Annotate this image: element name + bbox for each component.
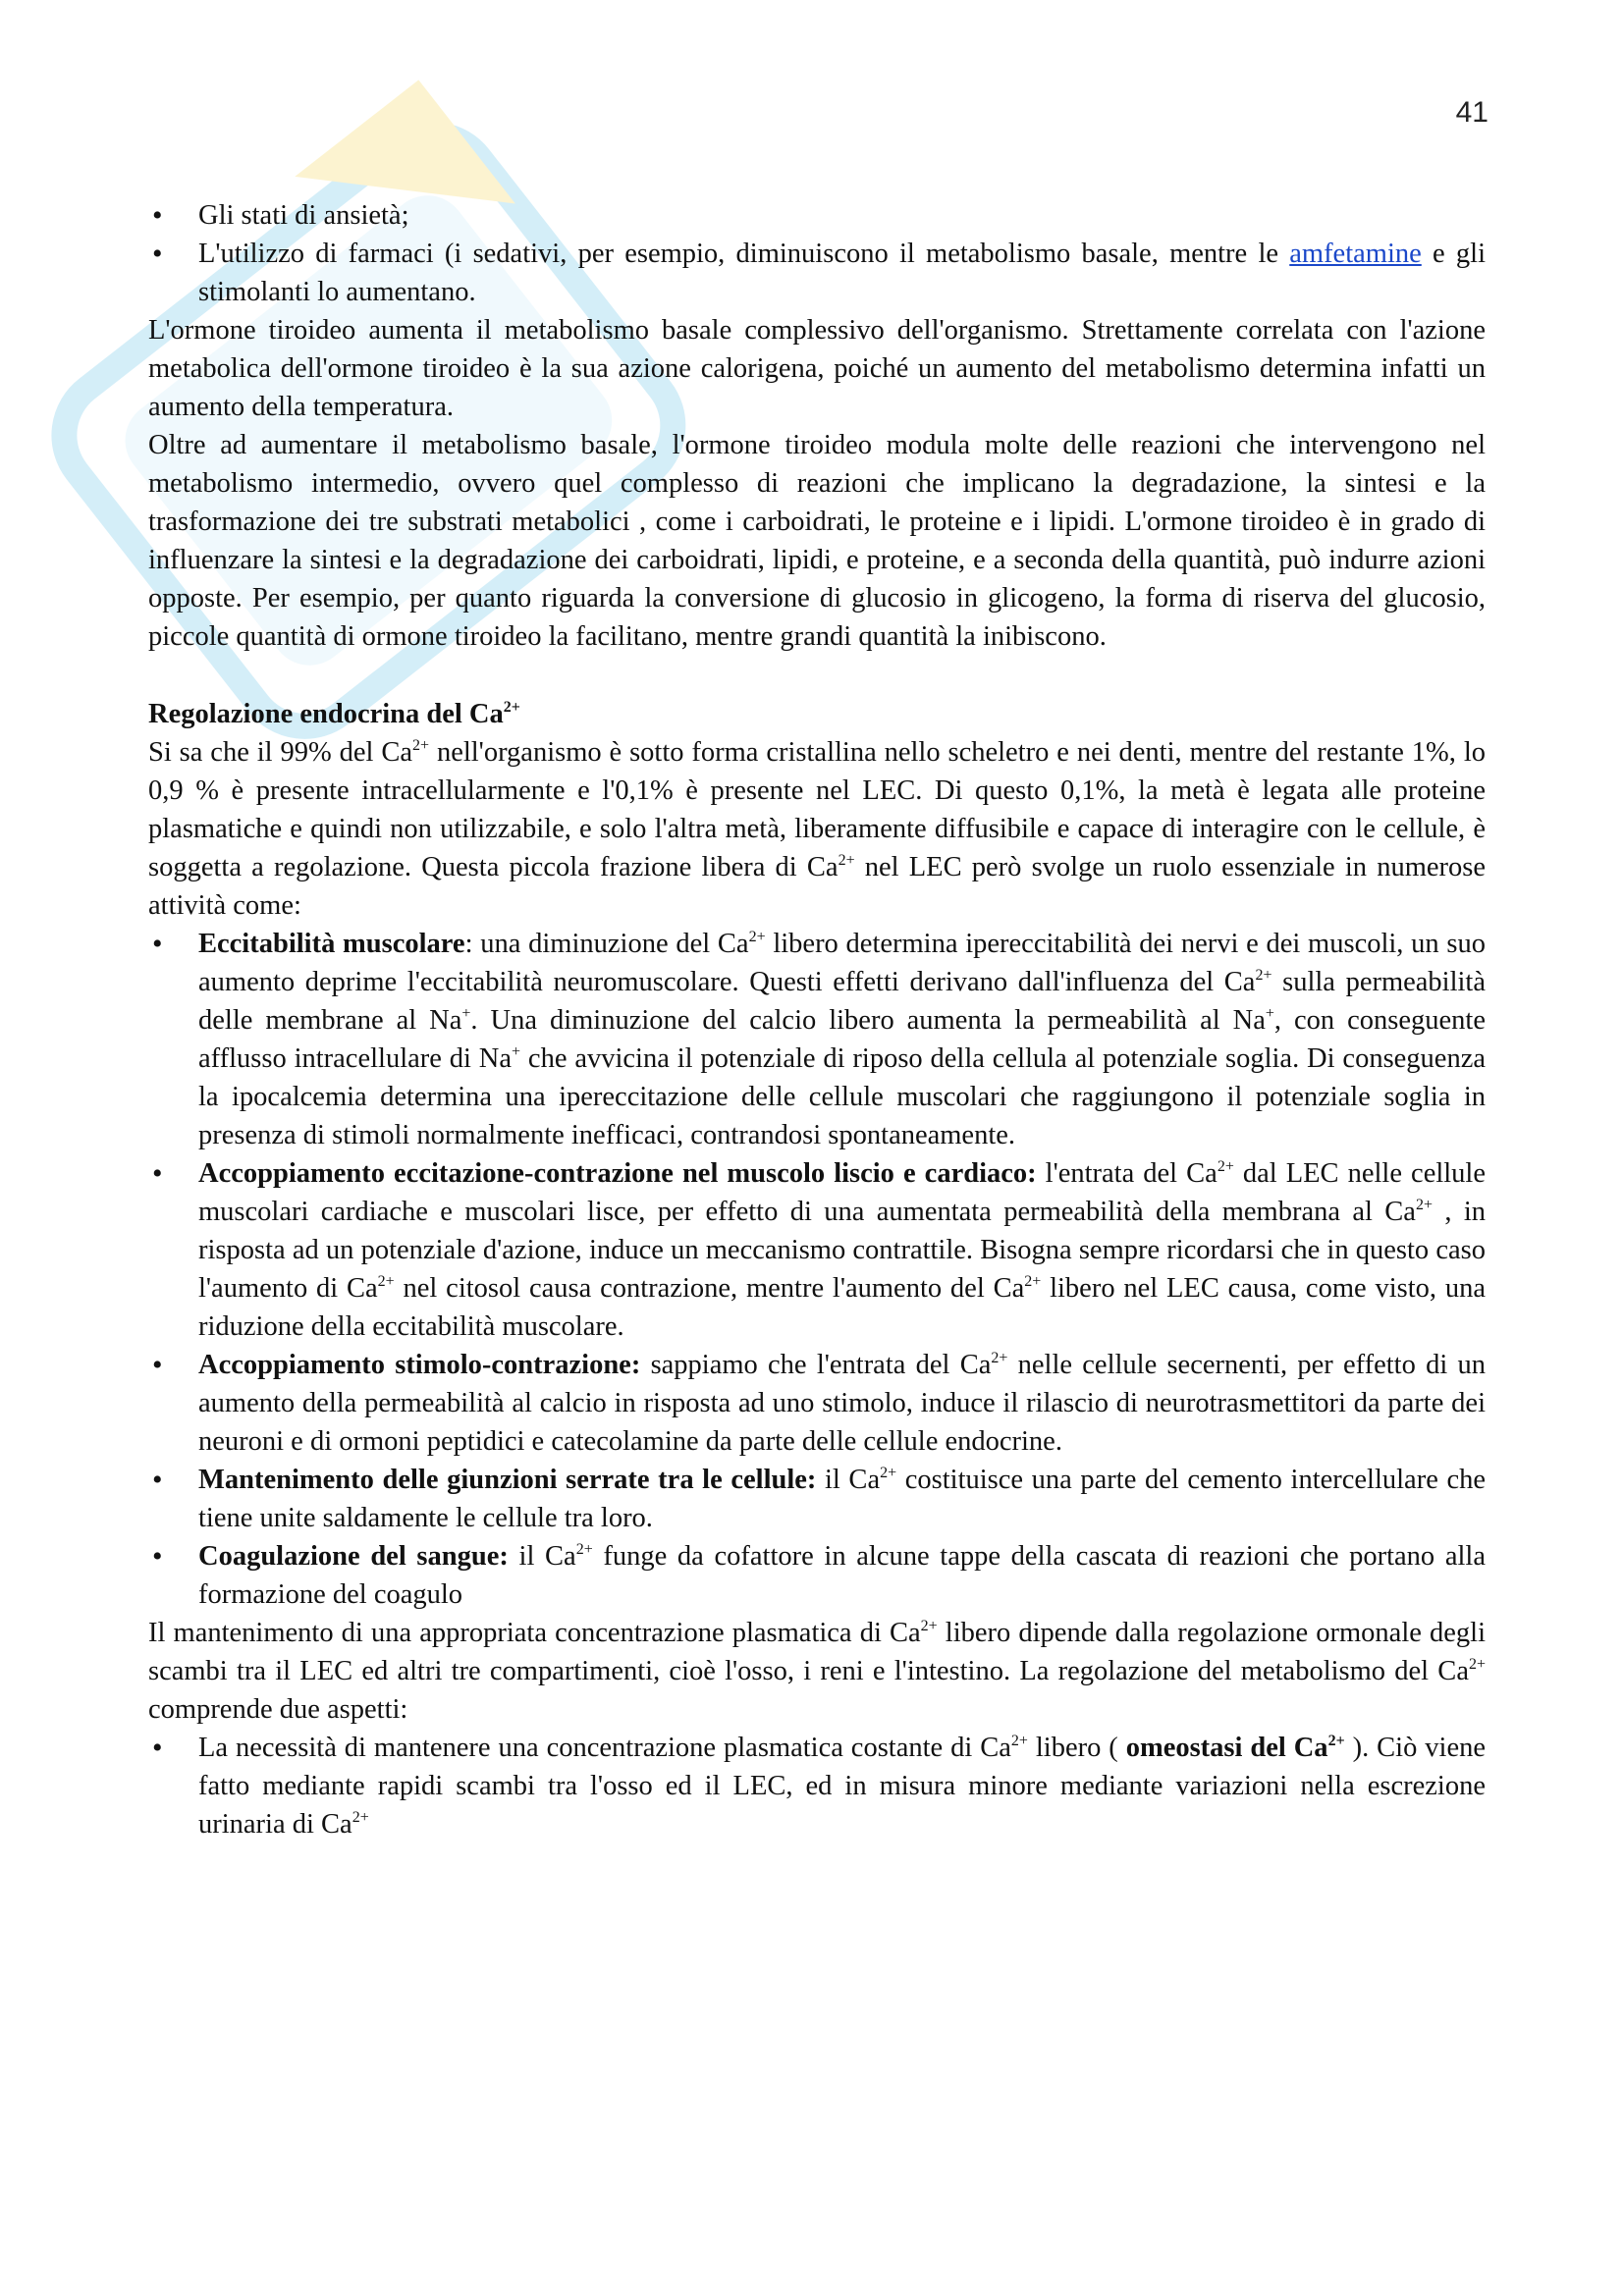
list-item: • Eccitabilità muscolare: una diminuzione del $Ca^{2+}$ libero determina ipereccitabilità dei nervi e dei muscoli, un suo aumento deprime l'eccitabilità neuromuscolare. Questi effetti derivano dall'influenza del $Ca^{2+}$ sulla permeabilità delle membrane al Na+. Una diminuzione del calcio libero aumenta la permeabilità al Na+, con conseguente afflusso intracellulare di Na+ che avvicina il potenziale di riposo della cellula al potenziale soglia. Di conseguenza la ipocalcemia determina una ipereccitazione delle cellule muscolari che raggiungono il potenziale soglia in presenza di stimoli normalmente inefficaci, contrandosi spontaneamente.: [148, 925, 1486, 1154]
paragraph: Oltre ad aumentare il metabolismo basale, l'ormone tiroideo modula molte delle reazioni che intervengono nel metabolismo intermedio, ovvero quel complesso di reazioni che implicano la degradazione, la sintesi e la trasformazione dei tre substrati metabolici , come i carboidrati, le proteine e i lipidi. L'ormone tiroideo è in grado di influenzare la sintesi e la degradazione dei carboidrati, lipidi, e proteine, e a seconda della quantità, può indurre azioni opposte. Per esempio, per quanto riguarda la conversione di glucosio in glicogeno, la forma di riserva del glucosio, piccole quantità di ormone tiroideo la facilitano, mentre grandi quantità la inibiscono.: [148, 430, 1486, 652]
list-item: • Mantenimento delle giunzioni serrate tra le cellule: il $Ca^{2+}$ costituisce una parte del cemento intercellulare che tiene unite saldamente le cellule tra loro.: [148, 1461, 1486, 1537]
list-item: • L'utilizzo di farmaci (i sedativi, per esempio, diminuiscono il metabolismo basale, mentre le amfetamine e gli stimolanti lo aumentano.: [148, 235, 1486, 311]
bullet-list-calcium-roles: [148, 925, 1486, 1614]
paragraph: Il mantenimento di una appropriata concentrazione plasmatica di $Ca^{2+}$ libero dipende dalla regolazione ormonale degli scambi tra il LEC ed altri tre compartimenti, cioè l'osso, i reni e l'intestino. La regolazione del metabolismo del $Ca^{2+}$ comprende due aspetti:: [148, 1618, 1486, 1725]
list-item: • Accoppiamento stimolo-contrazione: sappiamo che l'entrata del $Ca^{2+}$ nelle cellule secernenti, per effetto di un aumento della permeabilità al calcio in risposta ad uno stimolo, induce il rilascio di neurotrasmettitori da parte dei neuroni e di ormoni peptidici e catecolamine da parte delle cellule endocrine.: [148, 1346, 1486, 1461]
bullet-list-regulation-aspects: [148, 1729, 1486, 1843]
list-item: • Coagulazione del sangue: il $Ca^{2+}$ funge da cofattore in alcune tappe della cascata di reazioni che portano alla formazione del coagulo: [148, 1537, 1486, 1614]
document-body: [148, 196, 1486, 1843]
list-item: • La necessità di mantenere una concentrazione plasmatica costante di $Ca^{2+}$ libero ( omeostasi del $Ca^{2+}$ ). Ciò viene fatto mediante rapidi scambi tra l'osso ed il LEC, ed in misura minore mediante variazioni nella escrezione urinaria di $Ca^{2+}$: [148, 1729, 1486, 1843]
list-item: • Gli stati di ansietà;: [148, 196, 1486, 235]
section-title: Regolazione endocrina del $Ca^{2+}$: [148, 699, 520, 729]
amfetamine-link[interactable]: amfetamine: [1289, 239, 1422, 269]
page-number: 41: [1455, 96, 1488, 129]
bullet-list-factors: [148, 196, 1486, 311]
list-item: • Accoppiamento eccitazione-contrazione nel muscolo liscio e cardiaco: l'entrata del $Ca^{2+}$ dal LEC nelle cellule muscolari cardiache e muscolari lisce, per effetto di una aumentata permeabilità della membrana al $Ca^{2+}$ , in risposta ad un potenziale d'azione, induce un meccanismo contrattile. Bisogna sempre ricordarsi che in questo caso l'aumento di $Ca^{2+}$ nel citosol causa contrazione, mentre l'aumento del $Ca^{2+}$ libero nel LEC causa, come visto, una riduzione della eccitabilità muscolare.: [148, 1154, 1486, 1346]
paragraph: L'ormone tiroideo aumenta il metabolismo basale complessivo dell'organismo. Strettamente correlata con l'azione metabolica dell'ormone tiroideo è la sua azione calorigena, poiché un aumento del metabolismo determina infatti un aumento della temperatura.: [148, 315, 1486, 422]
paragraph: Si sa che il 99% del $Ca^{2+}$ nell'organismo è sotto forma cristallina nello scheletro e nei denti, mentre del restante 1%, lo 0,9 % è presente intracellularmente e l'0,1% è presente nel LEC. Di questo 0,1%, la metà è legata alle proteine plasmatiche e quindi non utilizzabile, e solo l'altra metà, liberamente diffusibile e capace di interagire con le cellule, è soggetta a regolazione. Questa piccola frazione libera di $Ca^{2+}$ nel LEC però svolge un ruolo essenziale in numerose attività come:: [148, 737, 1487, 921]
